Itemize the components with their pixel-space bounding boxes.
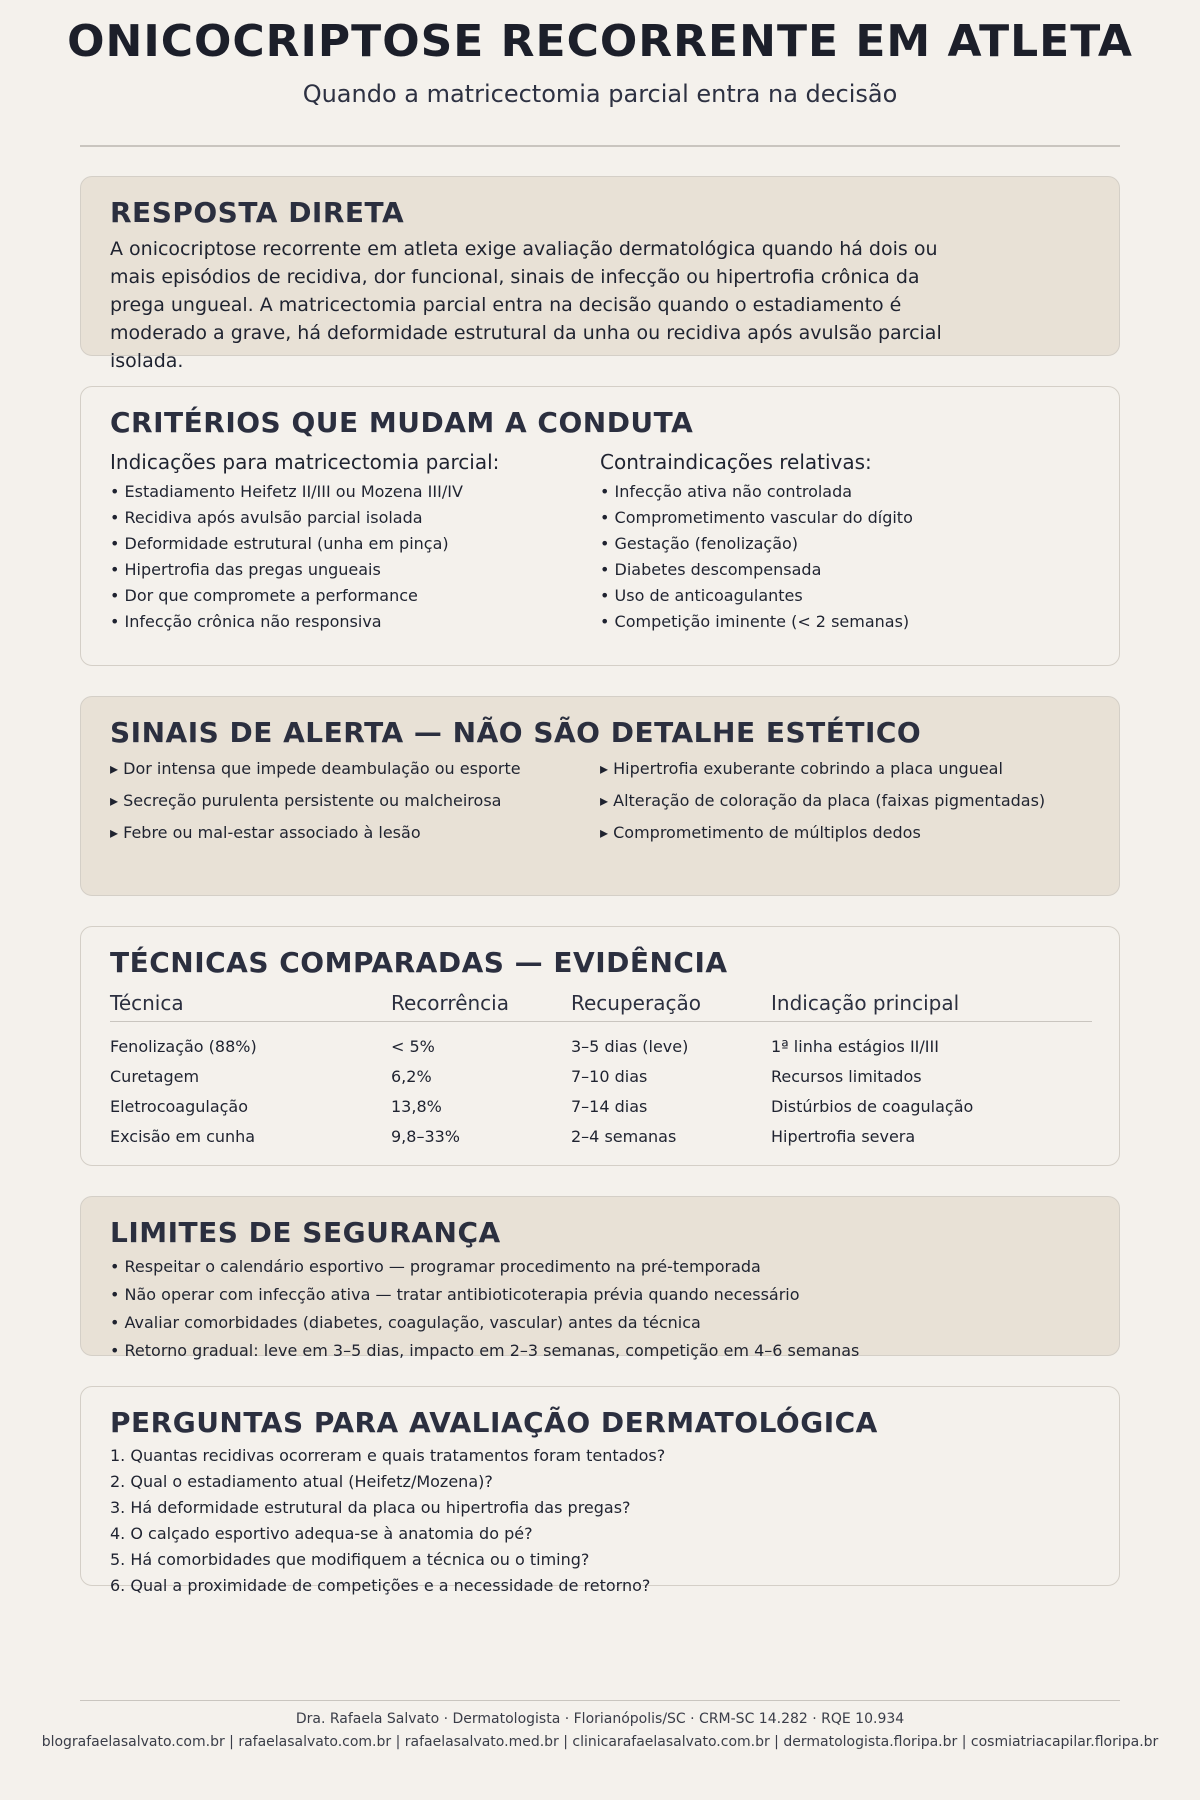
list-item: • Estadiamento Heifetz II/III ou Mozena III/IV	[110, 482, 463, 501]
table-cell: Recursos limitados	[771, 1067, 922, 1086]
list-item: • Gestação (fenolização)	[600, 534, 799, 553]
list-item: 2. Qual o estadiamento atual (Heifetz/Mozena)?	[110, 1472, 493, 1491]
list-item: • Deformidade estrutural (unha em pinça)	[110, 534, 449, 553]
list-item: ▸ Dor intensa que impede deambulação ou esporte	[110, 759, 521, 778]
perguntas-card	[80, 1386, 1120, 1595]
table-cell: 13,8%	[391, 1097, 442, 1116]
table-cell: 7–14 dias	[571, 1097, 648, 1116]
list-item: • Infecção ativa não controlada	[600, 482, 853, 501]
page-subtitle: Quando a matricectomia parcial entra na decisão	[302, 80, 898, 108]
alerta-left-column	[110, 753, 600, 849]
perguntas-heading: PERGUNTAS PARA AVALIAÇÃO DERMATOLÓGICA	[110, 1406, 878, 1439]
tecnicas-table	[110, 985, 1092, 1152]
sinais-alerta-card	[80, 696, 1120, 896]
list-item: 5. Há comorbidades que modifiquem a técnica ou o timing?	[110, 1550, 590, 1569]
list-item: 1. Quantas recidivas ocorreram e quais tratamentos foram tentados?	[110, 1446, 666, 1465]
table-cell: Curetagem	[110, 1067, 200, 1086]
table-cell: Eletrocoagulação	[110, 1097, 249, 1116]
table-cell: 1ª linha estágios II/III	[771, 1037, 939, 1057]
list-item: 4. O calçado esportivo adequa-se à anatomia do pé?	[110, 1524, 533, 1543]
table-row	[110, 1062, 1092, 1092]
list-item: • Avaliar comorbidades (diabetes, coagulação, vascular) antes da técnica	[110, 1313, 701, 1332]
footer-divider	[80, 1700, 1120, 1701]
list-item: • Competição iminente (< 2 semanas)	[600, 612, 910, 631]
list-item: ▸ Alteração de coloração da placa (faixas pigmentadas)	[600, 791, 1046, 810]
table-cell: < 5%	[391, 1037, 435, 1057]
sinais-alerta-heading: SINAIS DE ALERTA — NÃO SÃO DETALHE ESTÉTICO	[110, 716, 922, 749]
list-item: • Comprometimento vascular do dígito	[600, 508, 913, 527]
resposta-direta-text: A onicocriptose recorrente em atleta exige avaliação dermatológica quando há dois ou mais episódios de recidiva, dor funcional, sinais de infecção ou hipertrofia crônica da prega ungueal. A matricectomia parcial entra na decisão quando o estadiamento é moderado a grave, há deformidade estrutural da unha ou recidiva após avulsão parcial isolada.	[110, 238, 942, 372]
alerta-right-column	[600, 753, 1090, 849]
table-row	[110, 1022, 1092, 1062]
indicacoes-title: Indicações para matricectomia parcial:	[110, 450, 500, 474]
table-cell: Distúrbios de coagulação	[771, 1097, 974, 1116]
table-row	[110, 1092, 1092, 1122]
list-item: • Dor que compromete a performance	[110, 586, 418, 605]
table-cell: Excisão em cunha	[110, 1127, 256, 1146]
table-cell: 7–10 dias	[571, 1067, 648, 1086]
list-item: • Diabetes descompensada	[600, 560, 822, 579]
list-item: • Infecção crônica não responsiva	[110, 612, 382, 631]
resposta-direta-card	[80, 176, 1120, 372]
tecnicas-heading: TÉCNICAS COMPARADAS — EVIDÊNCIA	[110, 946, 728, 979]
list-item: 6. Qual a proximidade de competições e a necessidade de retorno?	[110, 1576, 651, 1595]
table-cell: Hipertrofia severa	[771, 1127, 916, 1146]
contraindicacoes-title: Contraindicações relativas:	[600, 450, 872, 474]
footer-author: Dra. Rafaela Salvato · Dermatologista · Florianópolis/SC · CRM-SC 14.282 · RQE 10.934	[295, 1711, 905, 1727]
list-item: • Recidiva após avulsão parcial isolada	[110, 508, 423, 527]
indicacoes-column	[110, 447, 600, 635]
list-item: ▸ Febre ou mal-estar associado à lesão	[110, 823, 421, 842]
list-item: ▸ Comprometimento de múltiplos dedos	[600, 823, 921, 842]
limites-card	[80, 1196, 1120, 1360]
column-header: Recuperação	[571, 985, 771, 1022]
table-cell: 3–5 dias (leve)	[571, 1037, 689, 1057]
contraindicacoes-column	[600, 447, 1090, 635]
footer-links: blografaelasalvato.com.br | rafaelasalvato.com.br | rafaelasalvato.med.br | clinicarafaelasalvato.com.br | dermatologista.floripa.br | cosmiatriacapilar.floripa.br	[41, 1734, 1159, 1750]
limites-heading: LIMITES DE SEGURANÇA	[110, 1216, 501, 1249]
criterios-card	[80, 386, 1120, 666]
list-item: 3. Há deformidade estrutural da placa ou hipertrofia das pregas?	[110, 1498, 631, 1517]
tecnicas-card	[80, 926, 1120, 1166]
table-cell: 2–4 semanas	[571, 1127, 677, 1146]
table-cell: 9,8–33%	[391, 1127, 461, 1146]
table-header-row	[110, 985, 1092, 1022]
criterios-heading: CRITÉRIOS QUE MUDAM A CONDUTA	[110, 406, 694, 439]
list-item: • Uso de anticoagulantes	[600, 586, 803, 605]
list-item: • Retorno gradual: leve em 3–5 dias, impacto em 2–3 semanas, competição em 4–6 semanas	[110, 1341, 860, 1360]
header-divider	[80, 145, 1120, 147]
list-item: • Não operar com infecção ativa — tratar antibioticoterapia prévia quando necessário	[110, 1285, 800, 1304]
resposta-direta-heading: RESPOSTA DIRETA	[110, 196, 405, 229]
column-header: Recorrência	[391, 985, 571, 1022]
table-cell: Fenolização (88%)	[110, 1037, 257, 1057]
list-item: ▸ Secreção purulenta persistente ou malcheirosa	[110, 791, 502, 810]
list-item: • Hipertrofia das pregas ungueais	[110, 560, 381, 579]
page-title: ONICOCRIPTOSE RECORRENTE EM ATLETA	[67, 16, 1133, 67]
list-item: • Respeitar o calendário esportivo — programar procedimento na pré-temporada	[110, 1257, 761, 1276]
column-header: Indicação principal	[771, 985, 1092, 1022]
table-row	[110, 1122, 1092, 1152]
table-cell: 6,2%	[391, 1067, 432, 1086]
list-item: ▸ Hipertrofia exuberante cobrindo a placa ungueal	[600, 759, 1003, 778]
column-header: Técnica	[110, 985, 391, 1022]
